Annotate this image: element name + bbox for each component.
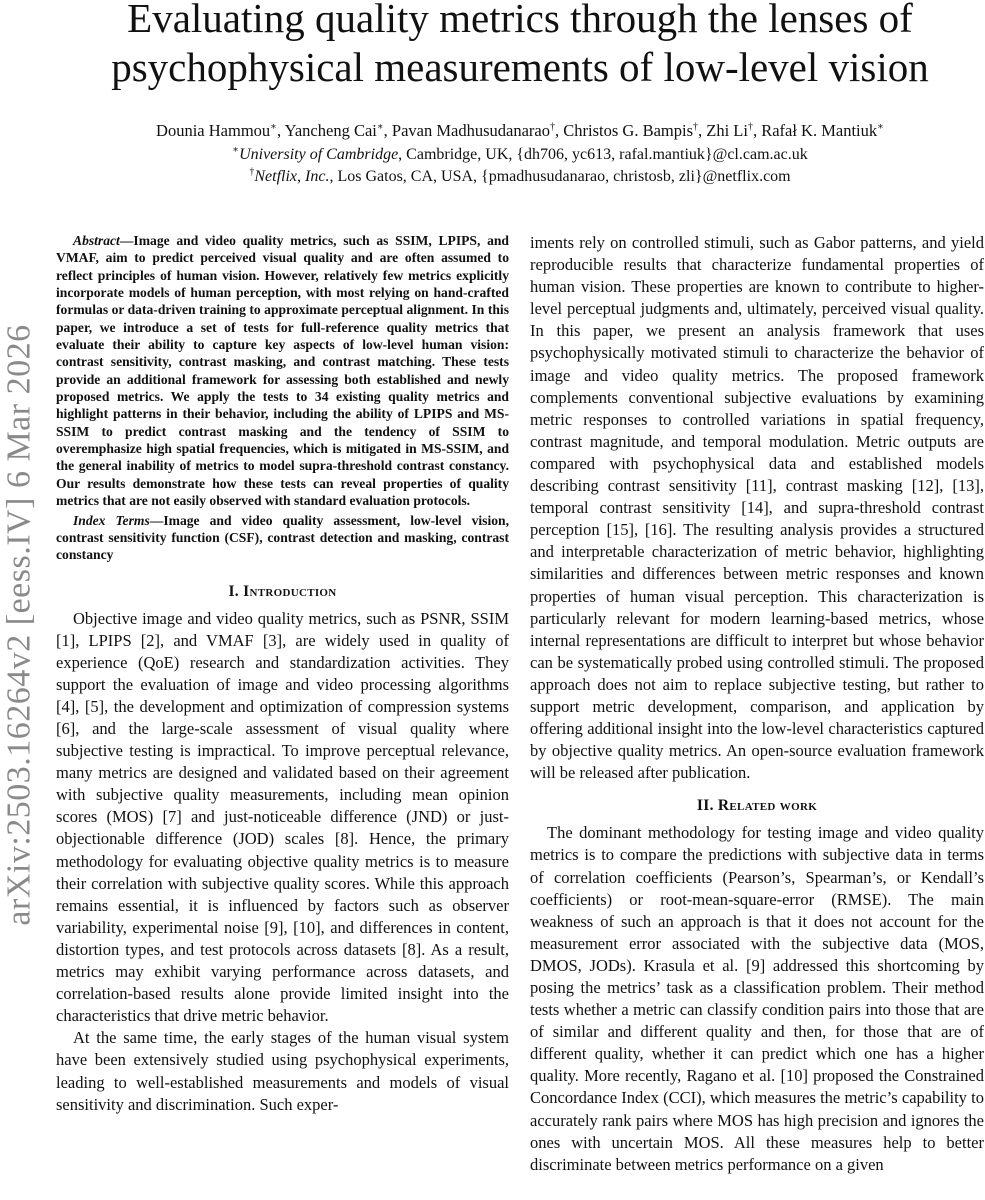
affiliation-mark: †	[249, 166, 255, 178]
author-list	[40, 120, 985, 142]
author-name: Dounia Hammou	[156, 121, 271, 140]
abstract-text: —Image and video quality metrics, such as SSIM, LPIPS, and VMAF, aim to predict perceived visual quality and are often assumed to reflect principles of human vision. However, relatively few metrics explicitly incorporate models of human perception, with most relying on hand-crafted formulas or data-driven training to approximate perceptual alignment. In this paper, we introduce a set of tests for full-reference quality metrics that evaluate their ability to capture key aspects of low-level human vision: contrast sensitivity, contrast masking, and contrast matching. These tests provide an additional framework for assessing both established and newly proposed metrics. We apply the tests to 34 existing quality metrics and highlight patterns in their behavior, including the ability of LPIPS and MS-SSIM to predict contrast masking and the tendency of SSIM to overemphasize high spatial frequencies, which is mitigated in MS-SSIM, and the general inability of metrics to model supra-threshold contrast constancy. Our results demonstrate how these tests can reveal properties of quality metrics that are not easily observed with standard evaluation protocols.	[56, 233, 509, 509]
intro-paragraph-1: Objective image and video quality metrics, such as PSNR, SSIM [1], LPIPS [2], and VMAF [3], are widely used in quality of experience (QoE) research and standardization activities. They support the evaluation of image and video processing algorithms [4], [5], the development and optimization of compression systems [6], and the large-scale assessment of visual quality where subjective testing is impractical. To improve perceptual relevance, many metrics are designed and validated based on their agreement with subjective quality measurements, including mean opinion scores (MOS) [7] and just-noticeable difference (JND) or just-objectionable difference (JOD) scales [8]. Hence, the primary methodology for evaluating objective quality metrics is to measure their correlation with subjective quality scores. While this approach remains essential, it is influenced by factors such as observer variability, experimental noise [9], [10], and differences in content, distortion types, and test protocols across datasets [8]. As a result, metrics may exhibit varying performance across datasets, and correlation-based results alone provide limited insight into the characteristics that drive metric behavior.	[56, 608, 509, 1026]
institution-name: Netflix, Inc.	[254, 168, 330, 185]
institution-name: University of Cambridge	[239, 146, 399, 163]
title-line-2: psychophysical measurements of low-level vision	[111, 44, 929, 90]
index-terms-text: —Image and video quality assessment, low-level vision, contrast sensitivity function (CSF), contrast detection and masking, contrast constancy	[56, 512, 509, 563]
author-name: , Christos G. Bampis	[555, 121, 693, 140]
paper-title	[40, 0, 985, 92]
related-work-paragraph-1: The dominant methodology for testing image and video quality metrics is to compare the predictions with subjective data in terms of correlation coefficients (Pearson’s, Spearman’s, or Kendall’s coefficients) or root-mean-square-error (RMSE). The main weakness of such an approach is that it does not account for the measurement error associated with the subjective data (MOS, DMOS, JODs). Krasula et al. [9] addressed this shortcoming by posing the metrics’ task as a classification problem. Their method tests whether a metric can classify condition pairs into those that are of similar and different quality and then, for those that are of different quality, whether it can predict which one has a higher quality. More recently, Ragano et al. [10] proposed the Constrained Concordance Index (CCI), which measures the metric’s capability to accurately rank pairs where MOS has high precision and ignores the ones with uncertain MOS. All these measures help to better discriminate between metrics performance on a given	[530, 823, 984, 1174]
arxiv-identifier[interactable]: arXiv:2503.16264v2 [eess.IV] 6 Mar 2026	[1, 324, 39, 926]
index-terms-label: Index Terms	[73, 512, 150, 528]
index-terms	[56, 512, 509, 564]
affiliation-mark: ∗	[270, 121, 277, 133]
affiliation-mark: †	[747, 121, 753, 133]
author-name: , Rafał K. Mantiuk	[752, 121, 878, 140]
affiliation-details: , Cambridge, UK, {dh706, yc613, rafal.mantiuk}@cl.cam.ac.uk	[398, 146, 808, 163]
left-column	[56, 232, 509, 1116]
affiliation-mark: ∗	[376, 121, 384, 133]
affiliation-mark: ∗	[232, 144, 240, 156]
abstract-label: Abstract	[73, 233, 120, 248]
affiliation-netflix	[40, 166, 985, 188]
author-name: , Zhi Li	[698, 121, 748, 140]
section-heading-introduction: I. Introduction	[228, 582, 337, 600]
arxiv-stamp	[3, 300, 37, 950]
abstract	[56, 232, 509, 510]
intro-paragraph-2-continued: iments rely on controlled stimuli, such as Gabor patterns, and yield reproducible results that characterize fundamental properties of human vision. These properties are known to contribute to higher-level perceptual judgments and, ultimately, perceived visual quality. In this paper, we present an analysis framework that uses psychophysically motivated stimuli to characterize the behavior of image and video quality metrics. The proposed framework complements conventional subjective evaluations by examining metric responses to controlled variations in spatial frequency, contrast magnitude, and temporal modulation. Metric outputs are compared with psychophysical data and established models describing contrast sensitivity [11], contrast masking [12], [13], temporal contrast sensitivity [14], and supra-threshold contrast perception [15], [16]. The resulting analysis provides a structured and interpretable characterization of metric behavior, highlighting similarities and differences between metric responses and known properties of human visual perception. This characterization is particularly relevant for modern learning-based metrics, whose internal representations are difficult to interpret but whose behavior can be systematically probed using controlled stimuli. The proposed approach does not aim to replace subjective testing, but rather to support metric development, comparison, and application by offering additional insight into the low-level characteristics captured by objective quality metrics. An open-source evaluation framework will be released after publication.	[530, 233, 984, 783]
affiliation-details: , Los Gatos, CA, USA, {pmadhusudanarao, christosb, zli}@netflix.com	[329, 168, 791, 185]
affiliation-mark: †	[693, 121, 698, 133]
author-name: , Yancheng Cai	[276, 121, 377, 140]
author-name: , Pavan Madhusudanarao	[383, 121, 551, 140]
affiliation-cambridge	[40, 144, 985, 166]
section-heading-related-work: II. Related work	[696, 797, 818, 815]
affiliation-mark: ∗	[877, 121, 884, 133]
intro-paragraph-2: At the same time, the early stages of the human visual system have been extensively studied using psychophysical experiments, leading to well-established measurements and models of visual sensitivity and discrimination. Such exper-	[56, 1028, 509, 1114]
title-line-1: Evaluating quality metrics through the lenses of	[127, 0, 913, 41]
affiliation-mark: †	[550, 121, 556, 133]
right-column	[530, 232, 984, 1176]
